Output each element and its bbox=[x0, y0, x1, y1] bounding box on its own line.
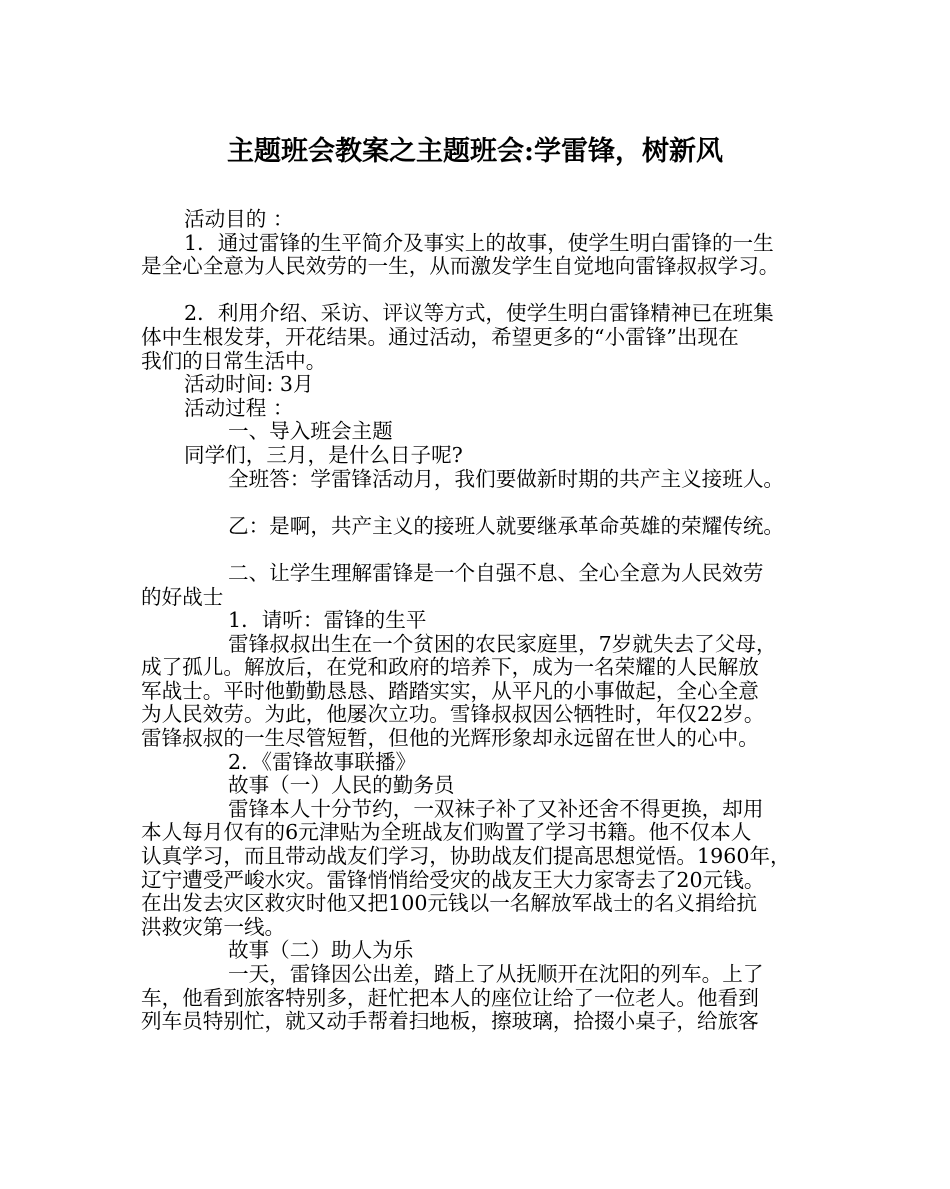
paragraph-line: 雷锋叔叔的一生尽管短暂，但他的光辉形象却永远留在世人的心中。 bbox=[141, 726, 759, 751]
paragraph-line: 全班答：学雷锋活动月，我们要做新时期的共产主义接班人。 bbox=[228, 466, 785, 491]
paragraph-line: 是全心全意为人民效劳的一生，从而激发学生自觉地向雷锋叔叔学习。 bbox=[141, 254, 780, 279]
document-body bbox=[141, 208, 816, 1034]
paragraph-line: 我们的日常生活中。 bbox=[141, 348, 327, 373]
subsection-heading: 一、导入班会主题 bbox=[228, 419, 393, 444]
paragraph-line: 2．利用介绍、采访、评议等方式，使学生明白雷锋精神已在班集 bbox=[184, 301, 774, 326]
paragraph-line: 雷锋本人十分节约，一双袜子补了又补还舍不得更换，却用 bbox=[228, 796, 764, 821]
paragraph-line: 认真学习，而且带动战友们学习，协助战友们提高思想觉悟。1960年， bbox=[141, 844, 791, 869]
story-heading: 故事（二）助人为乐 bbox=[228, 938, 414, 963]
paragraph-line: 车，他看到旅客特别多，赶忙把本人的座位让给了一位老人。他看到 bbox=[141, 985, 759, 1010]
paragraph-line: 在出发去灾区救灾时他又把100元钱以一名解放军战士的名义捐给抗 bbox=[141, 891, 757, 916]
item-heading: 2．《雷锋故事联播》 bbox=[228, 749, 417, 774]
section-heading-goals: 活动目的 ： bbox=[184, 207, 294, 231]
blank-line bbox=[141, 491, 816, 515]
paragraph-line: 体中生根发芽，开花结果。通过活动，希望更多的“小雷锋”出现在 bbox=[141, 324, 739, 349]
paragraph-line: 本人每月仅有的6元津贴为全班战友们购置了学习书籍。他不仅本人 bbox=[141, 820, 752, 845]
item-heading: 1．请听：雷锋的生平 bbox=[228, 608, 427, 633]
document-title: 主题班会教案之主题班会:学雷锋，树新风 bbox=[227, 136, 723, 167]
subsection-heading: 二、让学生理解雷锋是一个自强不息、全心全意为人民效劳 bbox=[228, 560, 764, 585]
paragraph-line: 为人民效劳。为此，他屡次立功。雪锋叔叔因公牺牲时，年仅22岁。 bbox=[141, 702, 765, 727]
section-heading-time: 活动时间: 3月 bbox=[184, 372, 314, 397]
paragraph-line: 1．通过雷锋的生平简介及事实上的故事，使学生明白雷锋的一生 bbox=[184, 230, 774, 255]
paragraph-line: 的好战士 bbox=[141, 584, 224, 609]
paragraph-line: 雷锋叔叔出生在一个贫困的农民家庭里，7岁就失去了父母， bbox=[228, 631, 777, 656]
story-heading: 故事（一）人民的勤务员 bbox=[228, 773, 455, 798]
paragraph-line: 列车员特别忙，就又动手帮着扫地板，擦玻璃，拾掇小桌子，给旅客 bbox=[141, 1009, 759, 1034]
paragraph-line: 洪救灾第一线。 bbox=[141, 914, 286, 939]
paragraph-line: 辽宁遭受严峻水灾。雷锋悄悄给受灾的战友王大力家寄去了20元钱。 bbox=[141, 867, 765, 892]
paragraph-line: 乙：是啊，共产主义的接班人就要继承革命英雄的荣耀传统。 bbox=[228, 513, 785, 538]
paragraph-line: 同学们，三月，是什么日子呢? bbox=[184, 442, 463, 467]
paragraph-line: 一天，雷锋因公出差，踏上了从抚顺开在沈阳的列车。上了 bbox=[228, 962, 764, 986]
paragraph-line: 军战士。平时他勤勤恳恳、踏踏实实，从平凡的小事做起，全心全意 bbox=[141, 678, 759, 703]
blank-line bbox=[141, 279, 816, 303]
blank-line bbox=[141, 538, 816, 562]
paragraph-line: 成了孤儿。解放后，在党和政府的培养下，成为一名荣耀的人民解放 bbox=[141, 655, 759, 680]
section-heading-process: 活动过程 ： bbox=[184, 395, 294, 420]
